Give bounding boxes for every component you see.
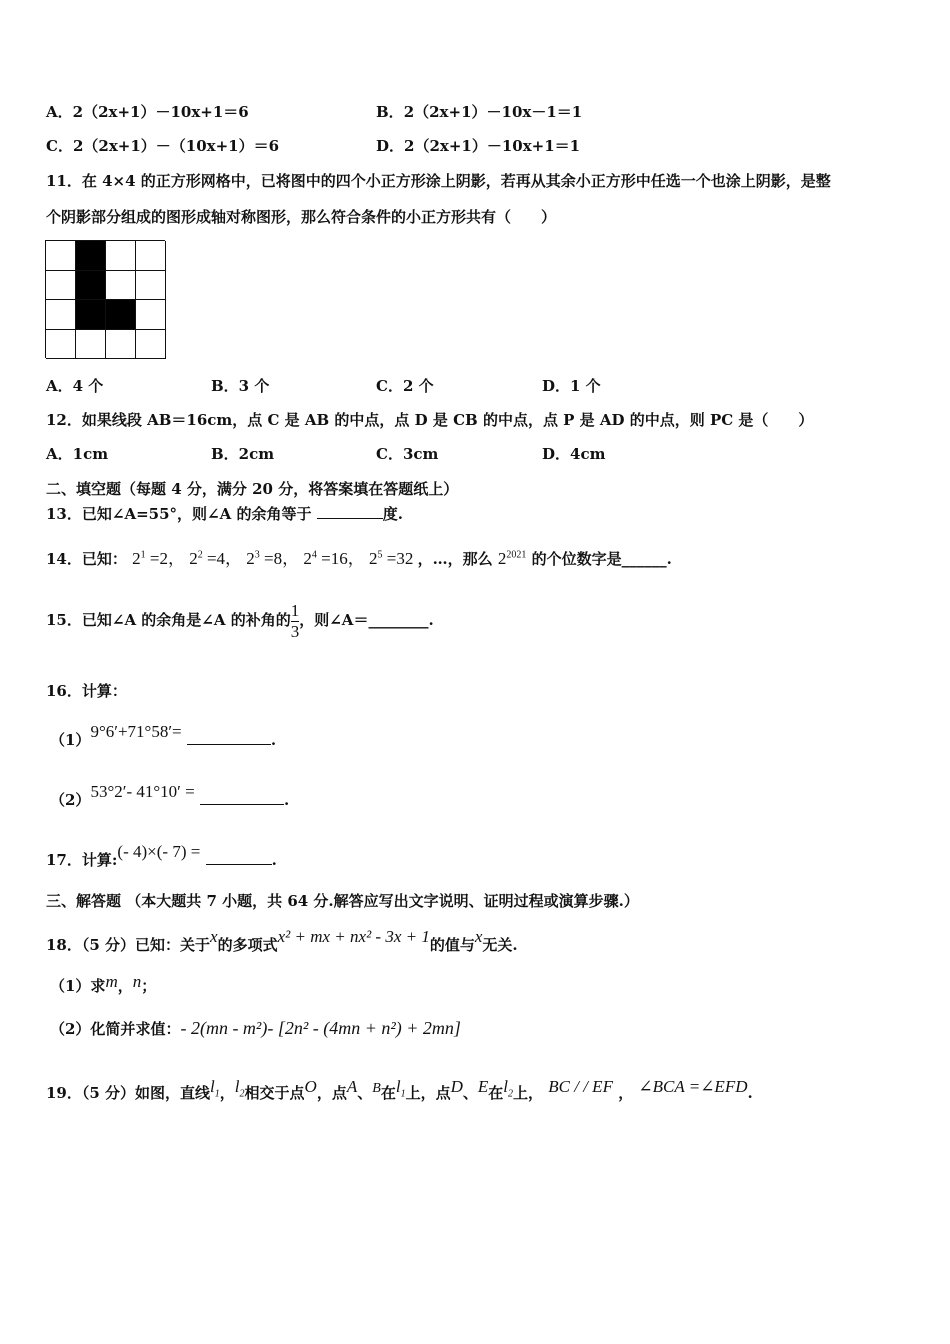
q13-blank <box>317 504 383 519</box>
q10-option-b: B．2（2x+1）－10x－1＝1 <box>376 103 583 121</box>
grid-cell <box>106 271 136 301</box>
q11-grid-figure <box>45 240 165 358</box>
q18-stem: 18．（5 分）已知：关于x的多项式x² + mx + nx² - 3x + 1的值与x无关. <box>46 927 518 954</box>
grid-cell <box>136 271 166 301</box>
q13: 13．已知∠A=55°，则∠A 的余角等于 度. <box>46 505 403 523</box>
q14: 14．已知： $2^1 =2$， $2^2 =4$， $2^3 =8$， $2^4 =16$， $2^5 =32$ ，…，那么 $2^{2021}$ 的个位数字是______. <box>46 549 672 568</box>
q12-option-d: D．4cm <box>542 445 606 463</box>
q17: 17．计算:(- 4)×(- 7) = . <box>46 842 277 869</box>
grid-cell <box>46 271 76 301</box>
q15-fraction: $\frac{1}{3}$ <box>290 600 300 641</box>
q19-stem: 19．（5 分）如图，直线$l_1$，$l_2$相交于点O，点A、B在$l_1$上，点D、E在$l_2$上， BC / / EF ， ∠BCA =∠EFD. <box>46 1077 753 1102</box>
grid-cell <box>76 330 106 360</box>
section-3-heading: 三、解答题 （本大题共 7 小题，共 64 分.解答应写出文字说明、证明过程或演算步骤.） <box>46 892 639 910</box>
q12-option-b: B．2cm <box>211 445 275 463</box>
grid-cell <box>106 241 136 271</box>
grid-cell <box>136 241 166 271</box>
grid-cell-shaded <box>76 271 106 301</box>
q18-part1: （1）求m，n； <box>50 972 157 995</box>
grid-cell-shaded <box>76 241 106 271</box>
q18-part2: （2）化简并求值：- 2(mn - m²)- [2n² - (4mn + n²) + 2mn] <box>50 1018 461 1038</box>
q14-powers: $2^1 =2$， $2^2 =4$， $2^3 =8$， $2^4 =16$， $2^5 =32$ <box>132 549 414 568</box>
grid-cell-shaded <box>76 300 106 330</box>
q10-option-a: A．2（2x+1）－10x+1＝6 <box>46 103 249 121</box>
grid-cell <box>46 241 76 271</box>
grid-cell <box>136 300 166 330</box>
q11-option-c: C．2 个 <box>376 377 434 395</box>
q10-option-c: C．2（2x+1）－（10x+1）＝6 <box>46 137 280 155</box>
q15: 15．已知∠A 的余角是∠A 的补角的 $\frac{1}{3}$ ，则∠A＝________. <box>46 600 434 641</box>
q12-option-c: C．3cm <box>376 445 439 463</box>
q16-part2: （2）53°2′- 41°10′ = . <box>50 782 290 809</box>
section-2-heading: 二、填空题（每题 4 分，满分 20 分，将答案填在答题纸上） <box>46 480 459 498</box>
q11-option-a: A．4 个 <box>46 377 104 395</box>
q12-stem: 12．如果线段 AB＝16cm，点 C 是 AB 的中点，点 D 是 CB 的中点，点 P 是 AD 的中点，则 PC 是（ ） <box>46 411 814 429</box>
grid-cell <box>46 300 76 330</box>
q12-option-a: A．1cm <box>46 445 109 463</box>
q11-option-d: D．1 个 <box>542 377 601 395</box>
q16-part1: （1）9°6′+71°58′= . <box>50 722 277 749</box>
q16-part1-blank <box>187 730 271 745</box>
q16-title: 16．计算： <box>46 682 127 700</box>
q11-option-b: B．3 个 <box>211 377 270 395</box>
q11-stem-line1: 11．在 4×4 的正方形网格中，已将图中的四个小正方形涂上阴影，若再从其余小正方形中任选一个也涂上阴影，是整 <box>46 172 831 190</box>
q16-part2-blank <box>200 790 284 805</box>
grid-cell <box>136 330 166 360</box>
grid-cell <box>106 330 136 360</box>
grid-cell-shaded <box>106 300 136 330</box>
grid-cell <box>46 330 76 360</box>
q17-blank <box>206 850 272 865</box>
q10-option-d: D．2（2x+1）－10x+1＝1 <box>376 137 581 155</box>
q11-stem-line2: 个阴影部分组成的图形成轴对称图形，那么符合条件的小正方形共有（ ） <box>46 208 557 226</box>
